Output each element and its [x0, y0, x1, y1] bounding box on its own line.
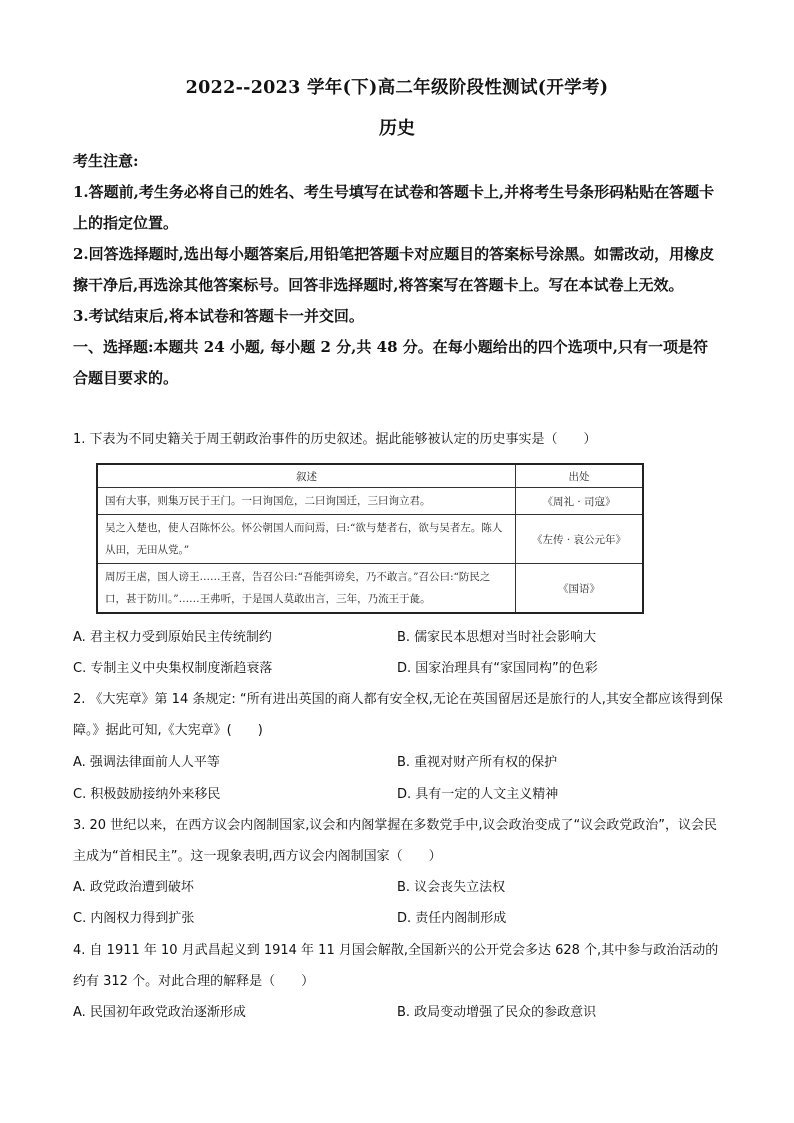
table-cell-narration: 国有大事，则集万民于王门。一曰询国危，二曰询国迁，三曰询立君。 [97, 488, 516, 515]
notice-item-2: 2.回答选择题时,选出每小题答案后,用铅笔把答题卡对应题目的答案标号涂黑。如需改动，用橡皮擦干净后,再选涂其他答案标号。回答非选择题时,将答案写在答题卡上。写在本试卷上无效。 [73, 245, 715, 294]
table-cell-narration: 吴之入楚也，使人召陈怀公。怀公朝国人而问焉，曰:“欲与楚者右，欲与吴者左。陈人从田，无田从党。” [97, 515, 516, 564]
source-table [96, 463, 644, 614]
q3-option-d[interactable]: D. 责任内阁制形成 [397, 911, 507, 926]
q1-option-a[interactable]: A. 君主权力受到原始民主传统制约 [73, 630, 272, 645]
question-1-stem: 1. 下表为不同史籍关于周王朝政治事件的历史叙述。据此能够被认定的历史事实是（ ） [73, 432, 597, 447]
q3-option-b[interactable]: B. 议会丧失立法权 [397, 880, 506, 895]
question-3 [73, 810, 723, 872]
q4-option-b[interactable]: B. 政局变动增强了民众的参政意识 [397, 1005, 597, 1020]
q2-option-a[interactable]: A. 强调法律面前人人平等 [73, 755, 220, 770]
table-header-row [97, 464, 643, 488]
q1-option-b[interactable]: B. 儒家民本思想对当时社会影响大 [397, 630, 597, 645]
q2-option-b[interactable]: B. 重视对财产所有权的保护 [397, 755, 558, 770]
q2-option-d[interactable]: D. 具有一定的人文主义精神 [397, 787, 559, 802]
notice-item-3: 3.考试结束后,将本试卷和答题卡一并交回。 [73, 307, 364, 325]
table-cell-source: 《国语》 [516, 564, 644, 614]
q3-option-a[interactable]: A. 政党政治遭到破坏 [73, 880, 194, 895]
table-row [97, 564, 643, 614]
table-row [97, 515, 643, 564]
q1-option-d[interactable]: D. 国家治理具有“家国同构”的色彩 [397, 661, 598, 676]
table-cell-narration: 周厉王虐，国人谤王……王喜，告召公曰:“吾能弭谤矣，乃不敢言。”召公曰:“防民之口，甚于防川。”……王弗听，于是国人莫敢出言，三年，乃流王于彘。 [97, 564, 516, 614]
subject-title: 历史 [379, 118, 415, 139]
question-2-stem: 2. 《大宪章》第 14 条规定: “所有进出英国的商人都有安全权,无论在英国留居还是旅行的人,其安全都应该得到保障。》据此可知,《大宪章》( ) [73, 692, 723, 738]
table-cell-source: 《左传 · 哀公元年》 [516, 515, 644, 564]
question-4 [73, 935, 723, 997]
exam-title: 2022--2023 学年(下)高二年级阶段性测试(开学考) [185, 78, 609, 98]
table-row [97, 488, 643, 515]
question-2 [73, 684, 723, 746]
section-heading: 一、选择题:本题共 24 小题, 每小题 2 分,共 48 分。在每小题给出的四个选项中,只有一项是符合题目要求的。 [73, 338, 708, 387]
q1-option-c[interactable]: C. 专制主义中央集权制度渐趋衰落 [73, 661, 273, 676]
question-1 [73, 424, 723, 455]
q3-option-c[interactable]: C. 内阁权力得到扩张 [73, 911, 195, 926]
question-4-stem: 4. 自 1911 年 10 月武昌起义到 1914 年 11 月国会解散,全国新兴的公开党会多达 628 个,其中参与政治活动的约有 312 个。对此合理的解释是（ ） [73, 943, 719, 989]
q2-option-c[interactable]: C. 积极鼓励接纳外来移民 [73, 787, 221, 802]
table-header-narration: 叙述 [97, 464, 516, 488]
question-3-stem: 3. 20 世纪以来，在西方议会内阁制国家,议会和内阁掌握在多数党手中,议会政治变成了“议会政党政治”，议会民主成为“首相民主”。这一现象表明,西方议会内阁制国家（ ） [73, 818, 717, 864]
exam-notice [73, 146, 721, 394]
q4-option-a[interactable]: A. 民国初年政党政治逐渐形成 [73, 1005, 246, 1020]
table-header-source: 出处 [516, 464, 644, 488]
notice-item-1: 1.答题前,考生务必将自己的姓名、考生号填写在试卷和答题卡上,并将考生号条形码粘贴在答题卡上的指定位置。 [73, 183, 715, 232]
table-cell-source: 《周礼 · 司寇》 [516, 488, 644, 515]
notice-heading: 考生注意: [73, 152, 139, 170]
